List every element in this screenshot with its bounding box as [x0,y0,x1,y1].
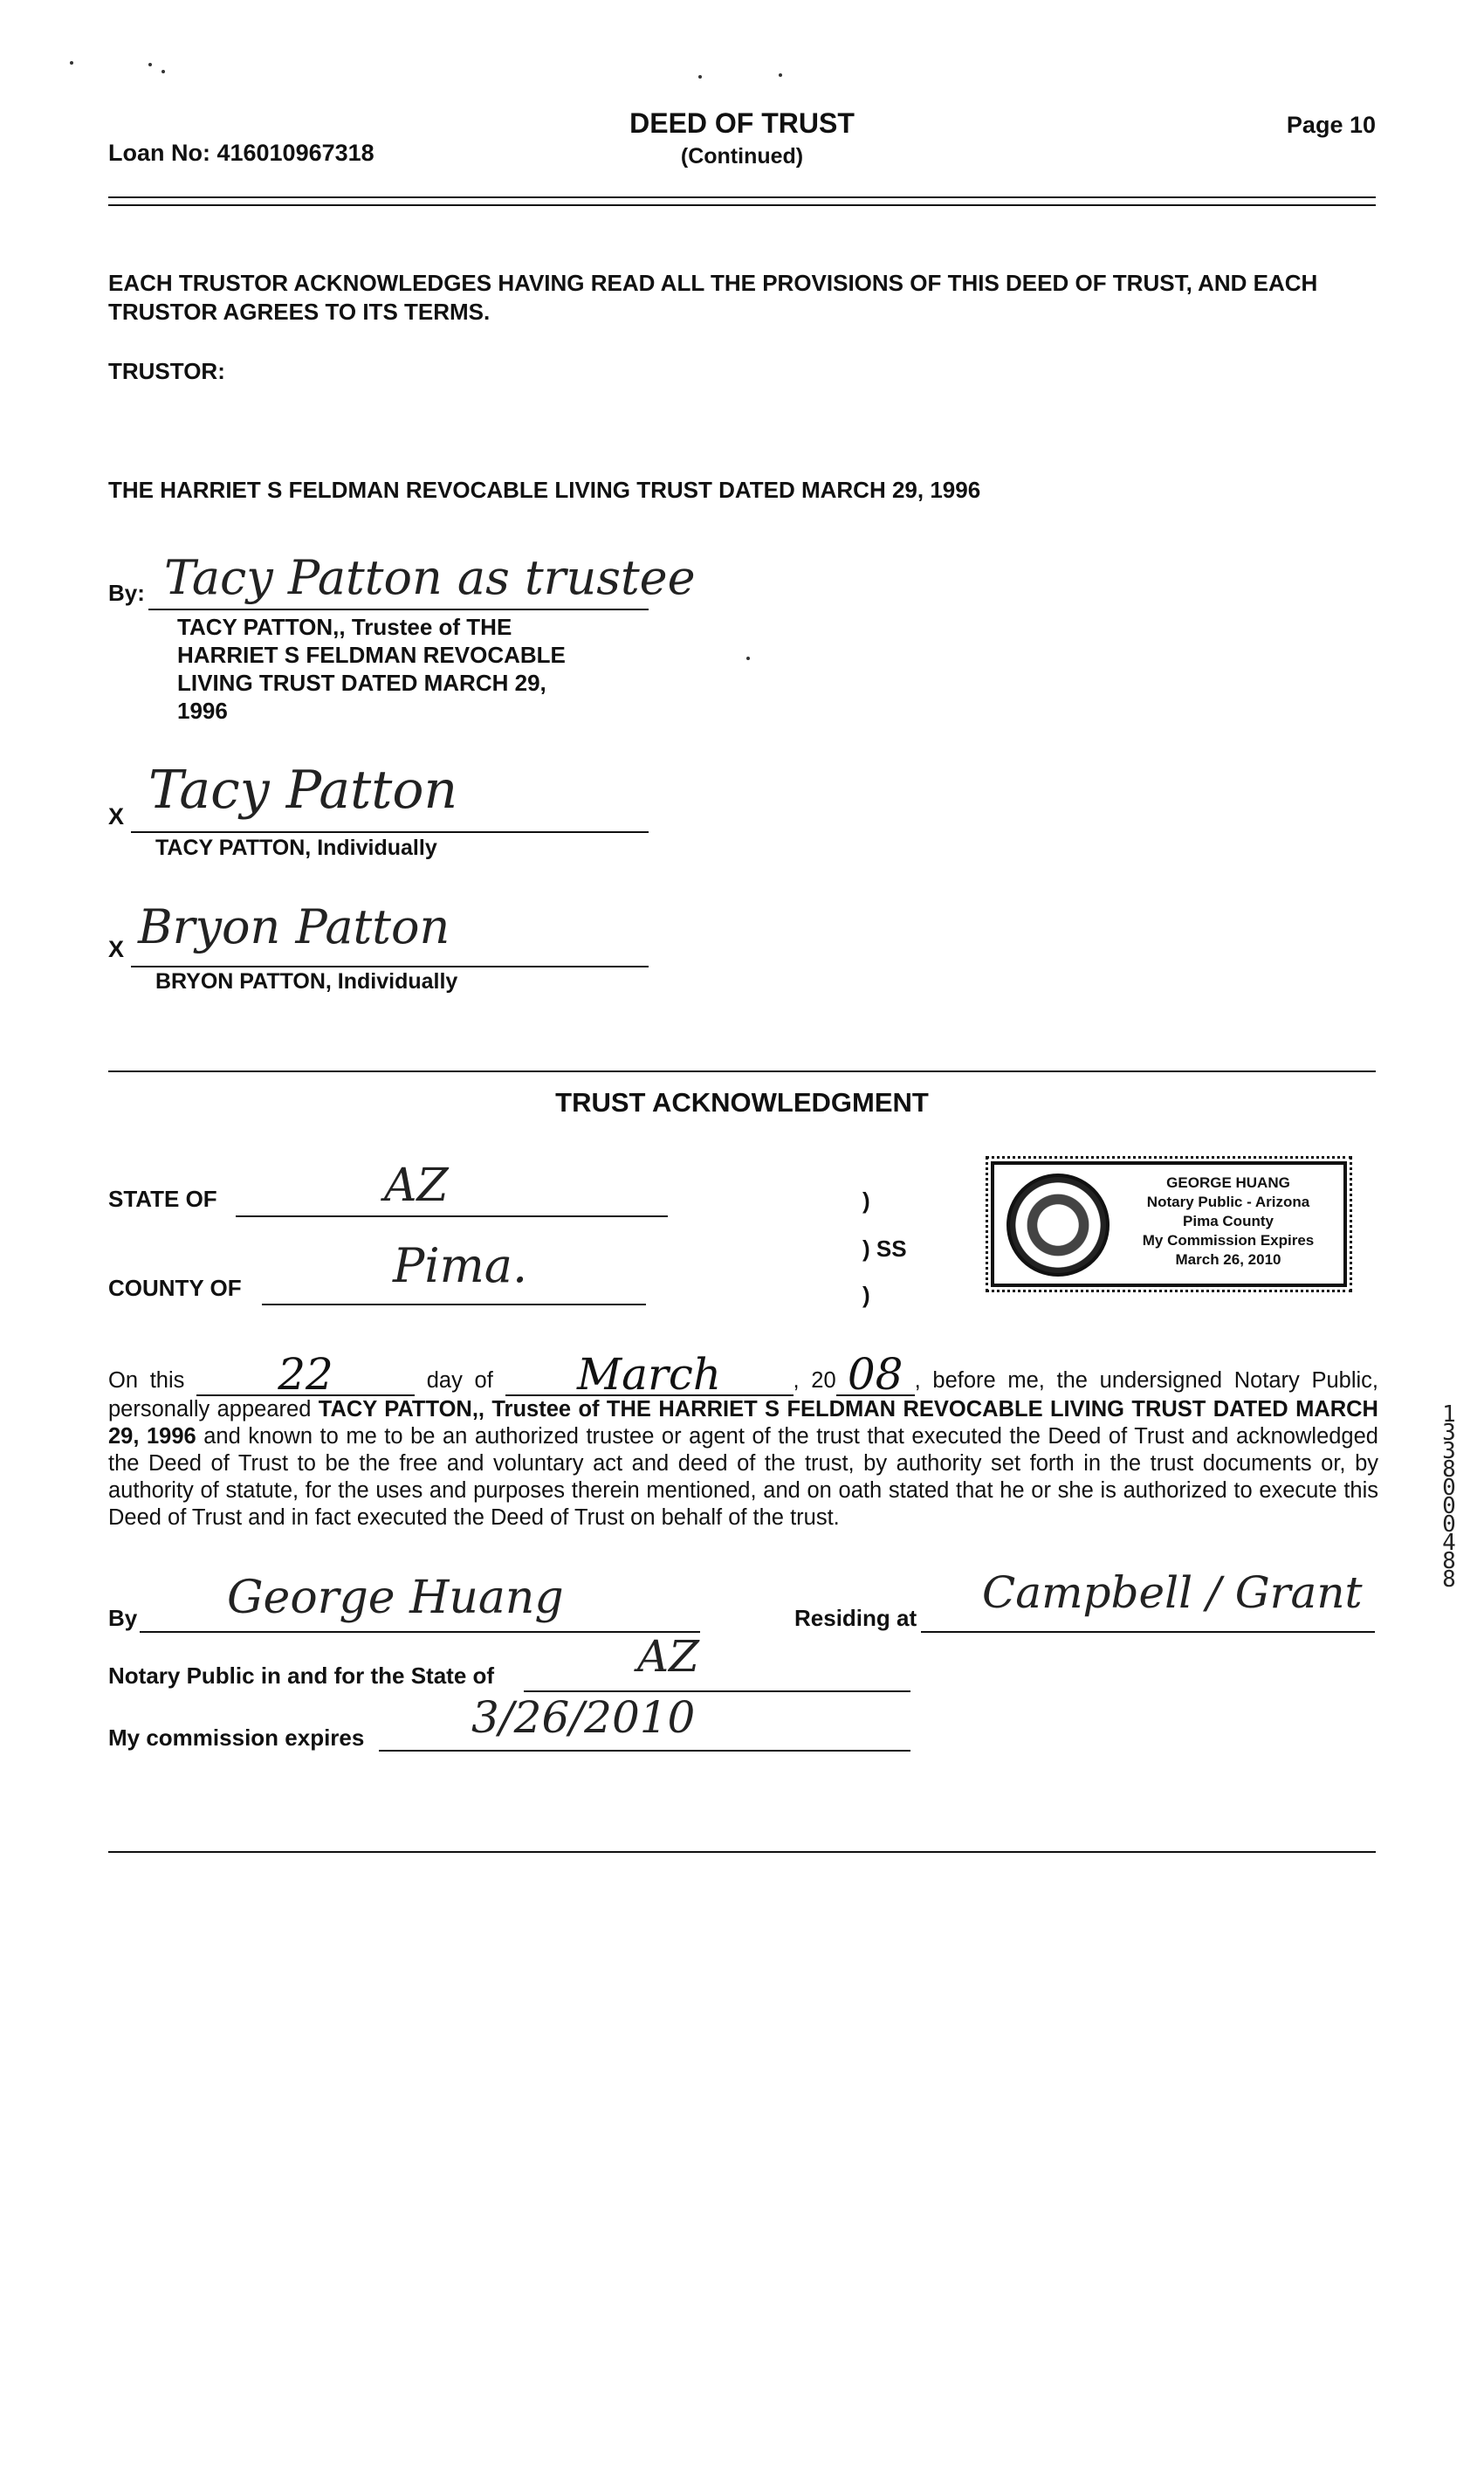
seal-title: Notary Public - Arizona [1146,1194,1310,1210]
footer-rule [108,1851,1376,1853]
trustee-caption: TACY PATTON,, Trustee of THE HARRIET S FELDMAN REVOCABLE LIVING TRUST DATED MARCH 29, 1996 [177,614,566,724]
seal-county: Pima County [1183,1213,1274,1229]
signer1-signature: Tacy Patton [148,760,458,821]
day-value: 22 [278,1349,333,1400]
signer2-caption: BRYON PATTON, Individually [155,969,458,994]
document-title: DEED OF TRUST [629,107,855,139]
year-value: 08 [847,1349,903,1400]
document-subtitle: (Continued) [680,144,804,169]
seal-text [1116,1174,1340,1270]
signer2-line [131,966,649,967]
trustee-signature: Tacy Patton as trustee [164,550,696,605]
signer2-mark: X [108,936,125,962]
signer2-signature: Bryon Patton [138,899,450,954]
trust-acknowledgment-title: TRUST ACKNOWLEDGMENT [555,1087,929,1118]
county-label: COUNTY OF [108,1275,242,1301]
trustor-label: TRUSTOR: [108,358,225,384]
county-line [262,1304,646,1305]
acknowledgment-rest: and known to me to be an authorized trustee or agent of the trust that executed the Deed of Trust and acknowledged the Deed of Trust to be the free and voluntary act and deed of the trust, by authority set forth in the trust documents or, by authority of statute, for the uses and purposes therein mentioned, and on oath stated that he or she is authorized to execute this Deed of Trust and in fact executed the Deed of Trust on behalf of the trust. [108,1424,1378,1530]
state-label: STATE OF [108,1186,217,1212]
residing-line [921,1631,1375,1633]
seal-commission-date: March 26, 2010 [1175,1251,1281,1268]
venue-paren-ss: ) SS [862,1236,907,1262]
signer1-mark: X [108,803,125,830]
notary-state-value: AZ [637,1631,699,1682]
acknowledgment-body [108,1349,1379,1532]
commission-line [379,1750,910,1752]
seal-commission-label: My Commission Expires [1142,1232,1315,1249]
acknowledgement-paragraph: EACH TRUSTOR ACKNOWLEDGES HAVING READ ALL THE PROVISIONS OF THIS DEED OF TRUST, AND EACH TRUSTOR AGREES TO ITS TERMS. [108,270,1318,325]
page-number: Page 10 [1286,112,1376,138]
signer1-line [131,831,649,833]
section-divider [108,1070,1376,1072]
day-of-text: day of [426,1368,493,1393]
by-label: By: [108,580,145,606]
state-seal-icon [1007,1174,1110,1277]
month-blank [505,1349,794,1400]
commission-value: 3/26/2010 [471,1692,696,1743]
residing-label: Residing at [794,1605,917,1631]
notary-signature-line [140,1631,700,1633]
year-prefix: , 20 [793,1368,836,1393]
month-value: March [576,1349,722,1400]
day-blank [196,1349,415,1400]
signer1-caption: TACY PATTON, Individually [155,836,437,860]
by-signature-line [148,609,649,610]
appearing-party: TACY PATTON,, Trustee of THE HARRIET S FELDMAN REVOCABLE LIVING TRUST DATED MARCH 29, 1996 [108,1397,1378,1449]
header-rule-bottom [108,204,1376,206]
seal-name: GEORGE HUANG [1166,1174,1290,1191]
on-this-text: On this [108,1368,185,1393]
state-line [236,1215,668,1217]
venue-paren-bottom: ) [862,1282,870,1308]
state-value: AZ [384,1160,449,1212]
before-me-text: , before me, the undersigned Notary Public, personally appeared [108,1368,1379,1422]
trust-name: THE HARRIET S FELDMAN REVOCABLE LIVING TRUST DATED MARCH 29, 1996 [108,477,981,503]
notary-seal [991,1161,1347,1287]
loan-number: Loan No: 416010967318 [108,140,374,166]
recording-side-code: 13380 00488 [1442,1401,1456,1593]
header-rule-top [108,196,1376,198]
notary-signature: George Huang [227,1572,564,1624]
county-value: Pima. [393,1238,528,1293]
notary-by-label: By [108,1605,138,1631]
venue-paren-top: ) [862,1187,870,1214]
year-blank [836,1349,915,1400]
commission-label: My commission expires [108,1724,365,1751]
residing-value: Campbell / Grant [982,1567,1363,1618]
notary-state-label: Notary Public in and for the State of [108,1662,495,1689]
